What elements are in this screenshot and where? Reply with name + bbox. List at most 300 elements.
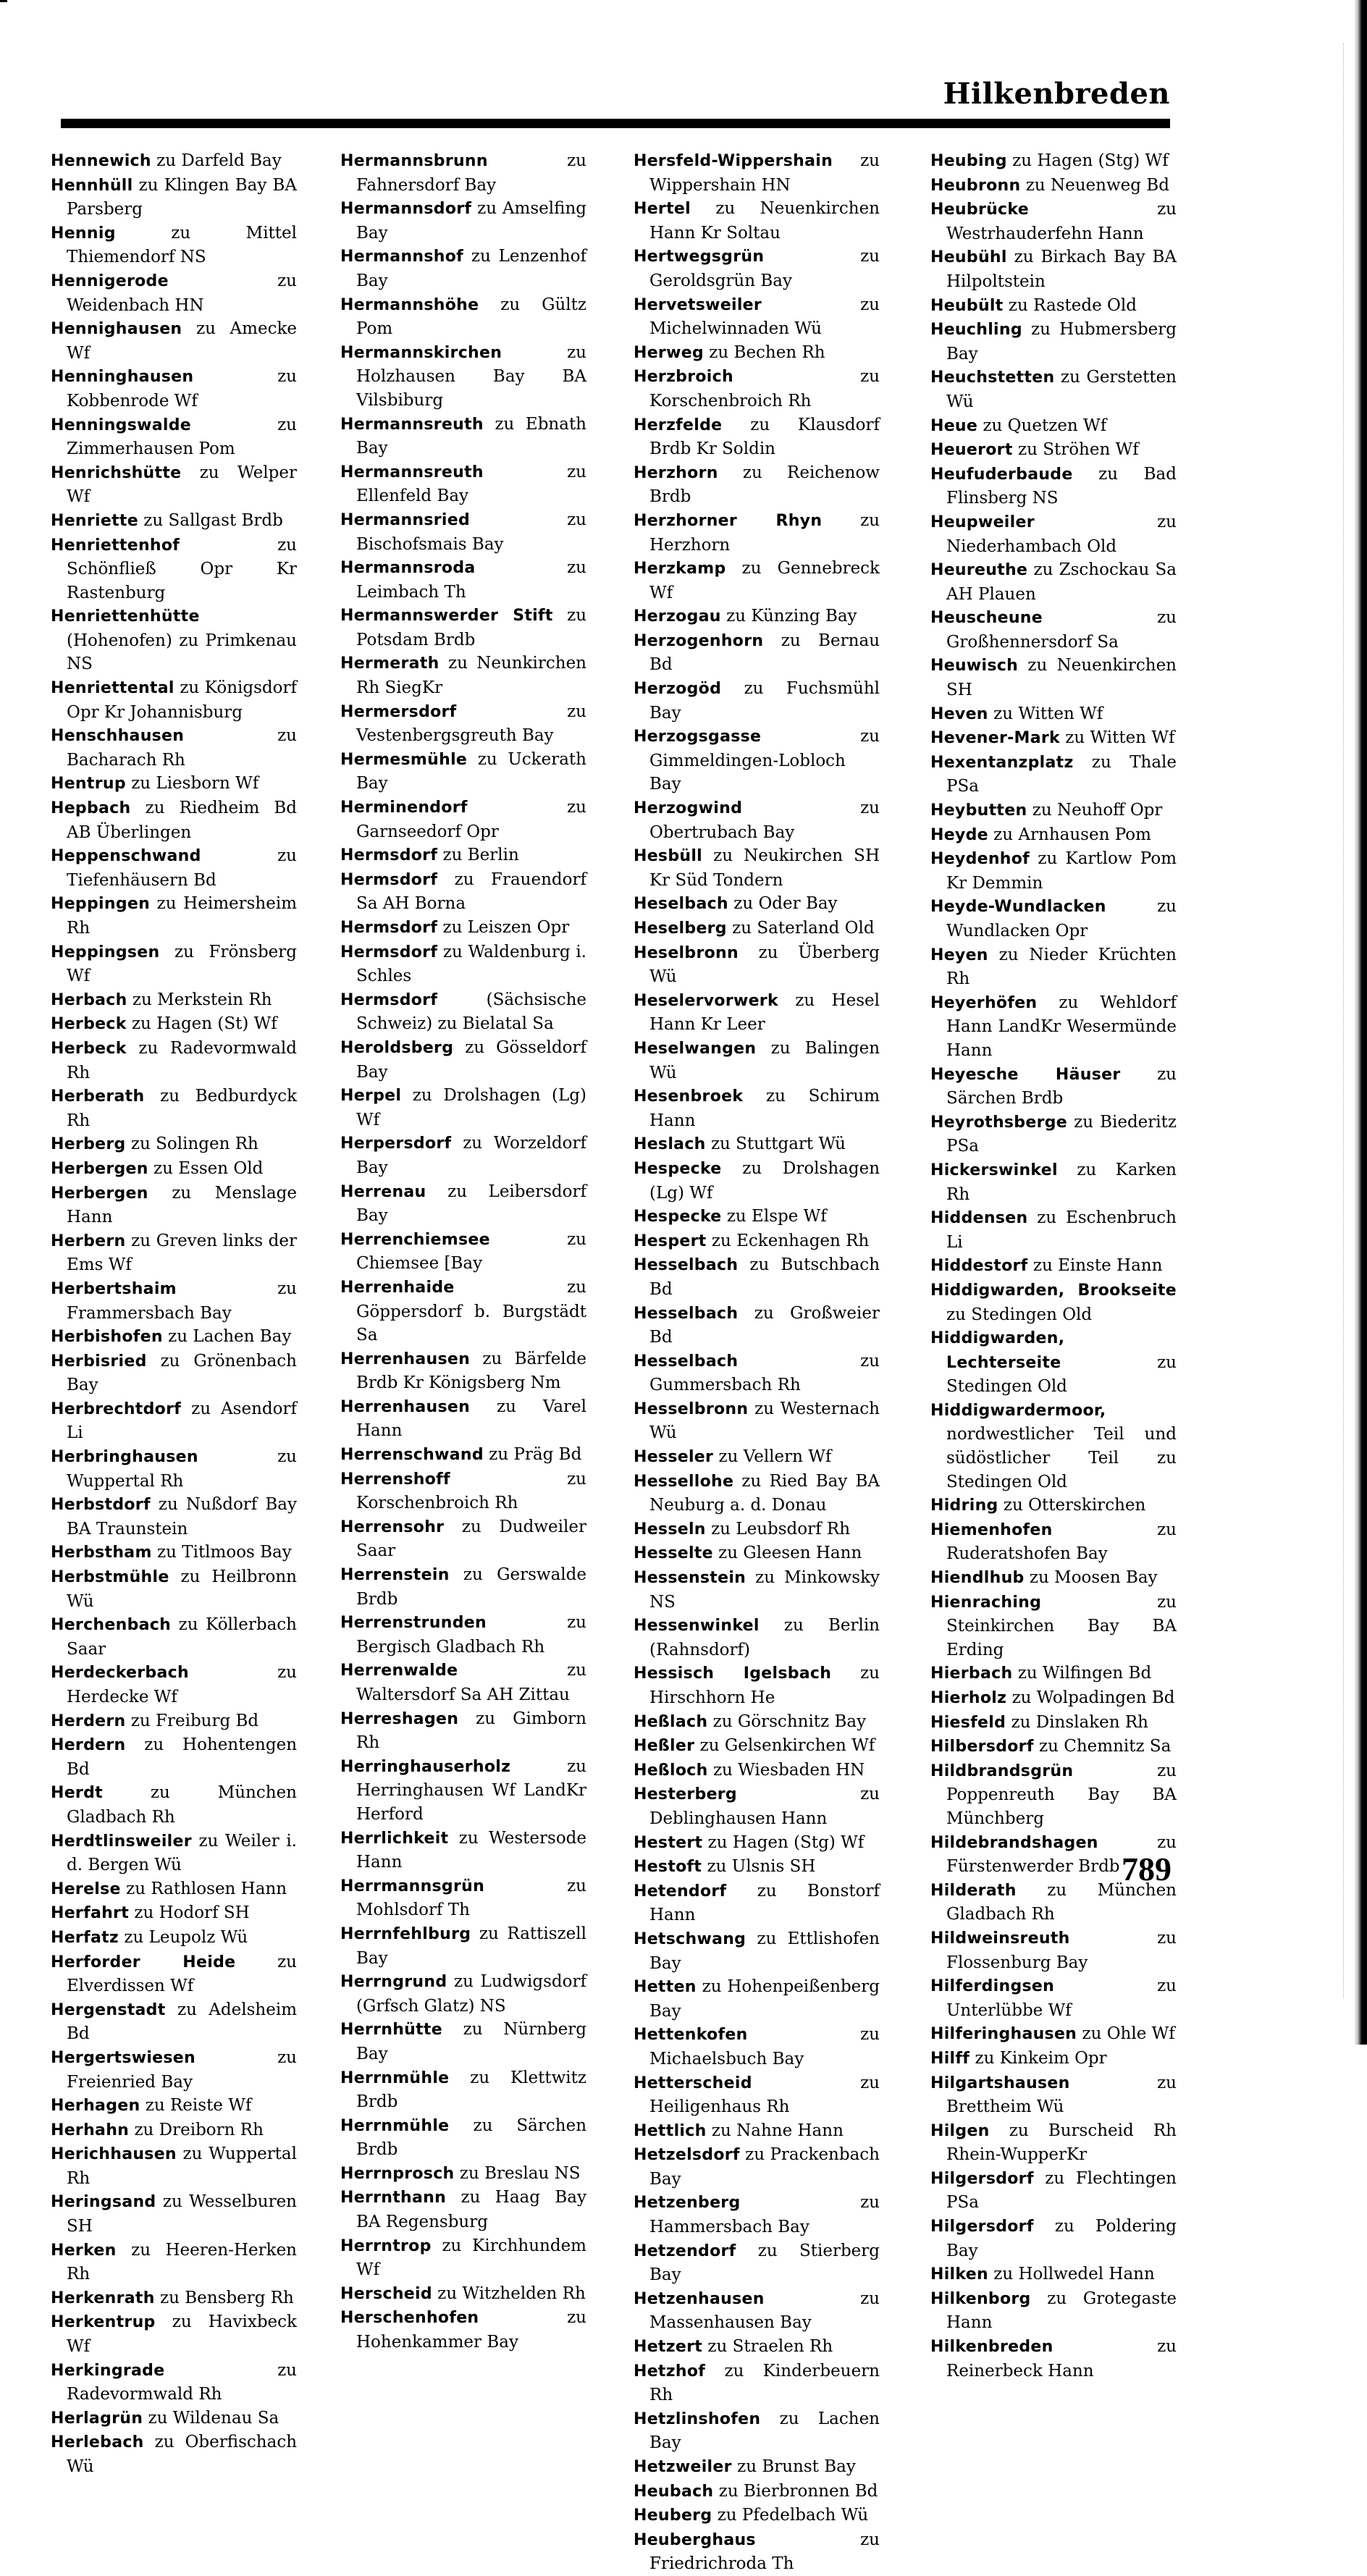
gazetteer-entry (930, 318, 1177, 366)
entry-place-name: Hetzlinshofen (634, 2409, 761, 2428)
gazetteer-entry (634, 1855, 880, 1880)
entry-location: zu Sallgast Brdb (143, 510, 283, 530)
entry-place-name: Hersfeld-Wippershain (634, 152, 833, 170)
entry-place-name: Hilgen (930, 2121, 990, 2140)
gazetteer-entry (340, 604, 586, 652)
entry-place-name: Hiddestorf (930, 1257, 1028, 1276)
entry-place-name: Hetzendorf (634, 2242, 736, 2260)
gazetteer-entry (634, 2023, 880, 2071)
entry-location: zu Neuenweg Bd (1025, 175, 1169, 195)
entry-place-name: Henninghausen (51, 368, 194, 387)
gazetteer-entry (634, 2119, 880, 2144)
entry-location: zu München Gladbach Rh (946, 1880, 1177, 1924)
gazetteer-entry (340, 341, 586, 413)
gazetteer-entry (930, 654, 1177, 702)
entry-place-name: Herzogenhorn (634, 631, 764, 650)
entry-location: zu Heilbronn Wü (67, 1567, 297, 1611)
entry-place-name: Heureuthe (930, 561, 1028, 580)
entry-location: zu Stierberg Bay (649, 2241, 880, 2285)
entry-place-name: Herzhorner Rhyn (634, 511, 823, 530)
gazetteer-entry (51, 1709, 297, 1734)
entry-location: zu Leubsdorf Rh (711, 1519, 851, 1539)
entry-location: zu Nußdorf Bay BA Traunstein (67, 1495, 298, 1539)
entry-location: zu Wildenau Sa (148, 2408, 279, 2428)
page-header (61, 72, 1170, 130)
entry-location: zu Poldering Bay (946, 2217, 1177, 2260)
gazetteer-entry (634, 605, 880, 629)
gazetteer-entry (340, 1276, 586, 1347)
gazetteer-entry (51, 1493, 297, 1541)
gazetteer-entry (634, 2360, 880, 2407)
gazetteer-entry (634, 2528, 880, 2576)
gazetteer-entry (634, 413, 880, 461)
entry-place-name: Heyen (930, 946, 988, 964)
gazetteer-entry (340, 1755, 586, 1827)
entry-place-name: Hildebrandshagen (930, 1833, 1098, 1852)
gazetteer-entry (51, 1157, 297, 1182)
gazetteer-entry (340, 700, 586, 748)
entry-location: zu Bechen Rh (709, 342, 825, 362)
gazetteer-entry (340, 652, 586, 699)
gazetteer-entry (340, 413, 586, 460)
entry-location: zu Witten Wf (993, 704, 1103, 723)
gazetteer-entry (930, 2263, 1177, 2287)
entry-place-name: Heselbronn (634, 943, 739, 962)
gazetteer-entry (340, 1827, 586, 1874)
entry-place-name: Herbisried (51, 1352, 147, 1371)
gazetteer-entry (930, 366, 1177, 413)
gazetteer-entry (634, 2335, 880, 2360)
gazetteer-entry (930, 1591, 1177, 1662)
gazetteer-entry (51, 1926, 297, 1950)
entry-location: zu Göppersdorf b. Burgstädt Sa (356, 1277, 586, 1345)
entry-location: zu Steinkirchen Bay BA Erding (946, 1592, 1177, 1659)
entry-place-name: Hessenstein (634, 1569, 746, 1588)
entry-place-name: Hexentanzplatz (930, 753, 1074, 772)
entry-place-name: Hervetsweiler (634, 295, 762, 314)
gazetteer-entry (930, 823, 1177, 848)
entry-place-name: Henningswalde (51, 416, 191, 434)
entry-location: zu Rathlosen Hann (126, 1879, 287, 1898)
entry-place-name: Heßler (634, 1737, 695, 1756)
entry-location: zu Chiemsee [Bay (356, 1229, 586, 1274)
gazetteer-entry (51, 413, 297, 461)
gazetteer-entry (51, 1830, 297, 1877)
entry-location: zu Westersode Hann (356, 1828, 586, 1872)
entry-location: zu Gültz Pom (356, 295, 586, 339)
entry-location: zu Varel Hann (356, 1397, 586, 1441)
entry-location: zu Birkach Bay BA Hilpoltstein (946, 248, 1177, 291)
entry-place-name: Hestoft (634, 1858, 702, 1877)
entry-place-name: Heslach (634, 1135, 706, 1154)
entry-location: zu Geroldsgrün Bay (649, 247, 880, 290)
entry-place-name: Heroldsberg (340, 1038, 454, 1057)
gazetteer-entry (634, 1975, 880, 2023)
entry-location: zu Wundlacken Opr (946, 897, 1177, 940)
gazetteer-entry (340, 1468, 586, 1515)
gazetteer-entry (634, 557, 880, 605)
gazetteer-entry (51, 317, 297, 365)
gazetteer-entry (634, 629, 880, 677)
entry-location: zu Witten Wf (1065, 728, 1175, 748)
entry-place-name: Herfahrt (51, 1904, 130, 1923)
gazetteer-entry (634, 245, 880, 292)
entry-location: zu Adelsheim Bd (67, 2000, 298, 2044)
entry-place-name: Herhagen (51, 2097, 140, 2116)
gazetteer-entry (634, 461, 880, 509)
gazetteer-entry (51, 1012, 297, 1037)
entry-place-name: Hierbach (930, 1664, 1013, 1683)
entry-place-name: Hermannsried (340, 510, 471, 529)
entry-location: zu Schirum Hann (649, 1087, 880, 1130)
entry-location: zu Ellenfeld Bay (356, 462, 586, 506)
entry-place-name: Hennigerode (51, 272, 169, 290)
gazetteer-entry (634, 509, 880, 557)
gazetteer-entry (51, 269, 297, 317)
entry-location: zu Neuenkirchen Hann Kr Soltau (649, 199, 880, 243)
entry-place-name: Herkentrup (51, 2313, 156, 2332)
header-rule (61, 119, 1170, 128)
entry-location: zu Freienried Bay (67, 2047, 297, 2092)
entry-location: zu Leibersdorf Bay (356, 1182, 586, 1226)
entry-location: zu Vellern Wf (718, 1447, 832, 1467)
scan-edge-noise (1343, 43, 1351, 1998)
entry-location: zu Karken Rh (946, 1160, 1177, 1204)
entry-location: zu Lenzenhof Bay (356, 247, 586, 290)
entry-place-name: Hilgersdorf (930, 2169, 1034, 2188)
gazetteer-entry (930, 1518, 1177, 1566)
entry-place-name: Herdtlinsweiler (51, 1832, 192, 1851)
entry-location: zu Hubmersberg Bay (946, 320, 1177, 363)
entry-place-name: Hettenkofen (634, 2026, 748, 2045)
entry-place-name: Herrenschwand (340, 1446, 484, 1465)
entry-place-name: Herzogöd (634, 680, 722, 699)
gazetteer-entry (930, 1326, 1177, 1399)
entry-location: zu Korschenbroich Rh (649, 367, 880, 411)
entry-location: zu Mittel Thiemendorf NS (67, 223, 297, 267)
entry-location: zu Korschenbroich Rh (356, 1469, 586, 1513)
entry-place-name: Herbach (51, 990, 127, 1009)
entry-place-name: Hermannsroda (340, 559, 476, 578)
entry-location: zu Reinerbeck Hann (946, 2337, 1177, 2381)
entry-location: zu Hammersbach Bay (649, 2193, 880, 2237)
entry-location: zu Solingen Rh (130, 1135, 258, 1154)
entry-place-name: Hermannshof (340, 248, 464, 266)
entry-location: zu Michaelsbuch Bay (649, 2025, 880, 2068)
entry-location: zu Biederitz PSa (946, 1112, 1177, 1156)
gazetteer-entry (340, 1180, 586, 1228)
gazetteer-entry (634, 2455, 880, 2480)
column-4 (930, 149, 1177, 2383)
entry-location: zu Ried Bay BA Neuburg a. d. Donau (649, 1471, 880, 1515)
gazetteer-entry (634, 892, 880, 917)
gazetteer-entry (930, 1686, 1177, 1711)
entry-place-name: Hierholz (930, 1689, 1007, 1707)
entry-place-name: Hessenwinkel (634, 1617, 760, 1636)
entry-location: zu Nürnberg Bay (356, 2020, 586, 2063)
gazetteer-entry (930, 174, 1177, 198)
gazetteer-entry (340, 868, 586, 916)
entry-location: zu Lachen Bay (168, 1327, 292, 1347)
entry-place-name: Herrenstrunden (340, 1614, 487, 1633)
gazetteer-entry (930, 463, 1177, 510)
entry-location: zu Ebnath Bay (356, 414, 586, 458)
gazetteer-entry (51, 1950, 297, 1998)
gazetteer-entry (634, 2407, 880, 2455)
entry-location: zu Kirchhundem Wf (356, 2236, 586, 2280)
entry-place-name: Hermesmühle (340, 750, 468, 769)
entry-place-name: Herbern (51, 1232, 126, 1250)
entry-location: zu Bernau Bd (649, 631, 880, 675)
gazetteer-entry (51, 1781, 297, 1829)
gazetteer-entry (634, 1566, 880, 1614)
entry-location: zu Straelen Rh (707, 2337, 833, 2357)
gazetteer-entry (51, 1397, 297, 1445)
entry-location: zu Rastede Old (1008, 295, 1137, 315)
entry-place-name: Hepbach (51, 799, 131, 818)
gazetteer-entry (51, 509, 297, 534)
entry-location: zu Waldenburg i. Schles (356, 942, 586, 986)
gazetteer-entry (51, 2190, 297, 2238)
entry-location: zu Vestenbergsgreuth Bay (356, 702, 586, 746)
entry-location: zu Holzhausen Bay BA Vilsbiburg (356, 342, 586, 410)
entry-location: zu Leimbach Th (356, 558, 586, 602)
gazetteer-entry (51, 1325, 297, 1350)
gazetteer-entry (634, 2191, 880, 2239)
gazetteer-entry (930, 1254, 1177, 1279)
gazetteer-entry (340, 796, 586, 843)
entry-place-name: Hiendlhub (930, 1569, 1025, 1588)
entry-location: zu Gummersbach Rh (649, 1351, 880, 1395)
entry-location: zu Lachen Bay (649, 2409, 880, 2453)
gazetteer-entry (634, 1445, 880, 1470)
gazetteer-entry (340, 460, 586, 508)
entry-location: zu Worzeldorf Bay (356, 1134, 586, 1177)
entry-location: zu Westernach Wü (649, 1399, 880, 1443)
gazetteer-entry (51, 1085, 297, 1132)
entry-location: zu Niederhambach Old (946, 512, 1177, 556)
gazetteer-entry (340, 1084, 586, 1132)
entry-place-name: Heselwangen (634, 1039, 757, 1058)
entry-place-name: Hickerswinkel (930, 1161, 1058, 1179)
entry-place-name: Hergenstadt (51, 2000, 166, 2019)
gazetteer-entry (930, 1158, 1177, 1206)
gazetteer-entry (634, 677, 880, 725)
gazetteer-entry (930, 943, 1177, 991)
gazetteer-entry (340, 2306, 586, 2354)
entry-location: zu Kartlow Pom Kr Demmin (946, 849, 1177, 893)
gazetteer-entry (634, 2504, 880, 2528)
entry-place-name: Hetzert (634, 2338, 703, 2357)
entry-location: (Hohenofen) zu Primkenau NS (67, 631, 297, 674)
entry-location: zu Garnseedorf Opr (356, 798, 586, 841)
entry-location: zu Fuchsmühl Bay (649, 679, 880, 723)
gazetteer-entry (634, 293, 880, 341)
entry-place-name: Hermannskirchen (340, 343, 502, 362)
entry-location: zu Wesselburen SH (67, 2192, 297, 2236)
entry-location: zu Hohentengen Bd (67, 1735, 298, 1779)
gazetteer-entry (51, 940, 297, 988)
entry-place-name: Hennhüll (51, 176, 133, 195)
entry-place-name: Henriettenhof (51, 536, 180, 555)
entry-location: zu Ruderatshofen Bay (946, 1520, 1177, 1564)
entry-location: zu Poppenreuth Bay BA Münchberg (946, 1761, 1177, 1828)
entry-place-name: Hilferinghausen (930, 2025, 1077, 2044)
entry-location: zu Riedheim Bd AB Überlingen (67, 799, 297, 842)
entry-location: zu Menslage Hann (67, 1183, 297, 1227)
gazetteer-entry (930, 1063, 1177, 1111)
entry-location: zu Butschbach Bd (649, 1255, 880, 1299)
entry-place-name: Heven (930, 704, 988, 723)
entry-location: zu Hagen (Stg) Wf (707, 1832, 865, 1852)
entry-place-name: Heyde (930, 825, 988, 844)
entry-location: zu Hohenkammer Bay (356, 2308, 586, 2352)
gazetteer-entry (634, 1157, 880, 1205)
entry-location: zu Neuhoff Opr (1032, 801, 1163, 820)
gazetteer-entry (51, 1613, 297, 1661)
gazetteer-entry (634, 2287, 880, 2335)
entry-location: zu Greven links der Ems Wf (67, 1231, 297, 1275)
entry-location: zu Klausdorf Brdb Kr Soldin (649, 415, 880, 459)
entry-location: zu Ströhen Wf (1017, 440, 1139, 460)
entry-place-name: Hildweinsreuth (930, 1929, 1070, 1948)
gazetteer-entry (930, 2287, 1177, 2335)
entry-place-name: Heselervorwerk (634, 991, 778, 1010)
entry-location: zu Hollwedel Hann (993, 2265, 1155, 2284)
gazetteer-entry (340, 1563, 586, 1611)
entry-place-name: Hesseler (634, 1448, 714, 1467)
entry-location: zu Präg Bd (489, 1445, 582, 1465)
entry-place-name: Hesterberg (634, 1785, 737, 1804)
gazetteer-entry (51, 1733, 297, 1781)
entry-place-name: Heubühl (930, 248, 1007, 267)
entry-place-name: Heyerhöfen (930, 993, 1038, 1012)
entry-place-name: Herelse (51, 1880, 121, 1898)
entry-location: zu Liesborn Wf (131, 774, 259, 794)
entry-place-name: Henschhausen (51, 727, 185, 746)
gazetteer-entry (930, 1399, 1177, 1494)
entry-location: zu Titlmoos Bay (157, 1543, 292, 1562)
gazetteer-entry (930, 198, 1177, 245)
entry-location: zu Brettheim Wü (946, 2073, 1177, 2117)
entry-place-name: Hilkenborg (930, 2289, 1031, 2308)
entry-place-name: Hermsdorf (340, 919, 438, 937)
entry-location: zu Nieder Krüchten Rh (946, 945, 1177, 989)
gazetteer-entry (51, 534, 297, 605)
entry-place-name: Herrnfehlburg (340, 1924, 471, 1943)
entry-place-name: Herzhorn (634, 463, 718, 482)
entry-place-name: Herweg (634, 343, 704, 362)
entry-location: zu Dudweiler Saar (356, 1517, 586, 1561)
gazetteer-entry (51, 2046, 297, 2094)
entry-location: zu Berlin (442, 846, 519, 865)
scan-corner-mark (0, 0, 7, 2)
gazetteer-entry (340, 988, 586, 1036)
entry-place-name: Herrmannsgrün (340, 1877, 485, 1895)
gazetteer-entry (51, 1182, 297, 1229)
entry-location: zu Arnhausen Pom (993, 825, 1151, 844)
entry-location: zu Ohle Wf (1082, 2024, 1175, 2044)
entry-location: zu München Gladbach Rh (67, 1783, 297, 1827)
entry-location: zu Wuppertal Rh (67, 2144, 297, 2188)
entry-place-name: Hertel (634, 200, 691, 219)
entry-place-name: Hetzhof (634, 2362, 706, 2381)
entry-location: zu Breslau NS (459, 2163, 581, 2183)
entry-place-name: Heppenschwand (51, 847, 201, 866)
gazetteer-entry (340, 1228, 586, 1276)
gazetteer-entry (340, 556, 586, 604)
entry-place-name: Hergertswiesen (51, 2048, 195, 2067)
entry-place-name: Hetten (634, 1978, 697, 1997)
entry-place-name: Herbergen (51, 1159, 148, 1178)
gazetteer-entry (51, 1445, 297, 1493)
entry-location: zu Großweier Bd (649, 1303, 880, 1347)
entry-location: zu Quetzen Wf (983, 416, 1107, 435)
entry-location: zu Stuttgart Wü (710, 1135, 846, 1154)
entry-place-name: Herdern (51, 1712, 126, 1730)
gazetteer-entry (634, 796, 880, 844)
entry-place-name: Herken (51, 2241, 117, 2260)
gazetteer-entry (340, 1874, 586, 1922)
gazetteer-entry (930, 2047, 1177, 2071)
gazetteer-entry (340, 2114, 586, 2162)
entry-location: zu Flechtingen PSa (946, 2168, 1177, 2213)
entry-place-name: Hennighausen (51, 320, 182, 339)
gazetteer-entry (930, 606, 1177, 654)
gazetteer-entry (930, 1711, 1177, 1735)
entry-location: zu Gleesen Hann (718, 1544, 862, 1563)
gazetteer-entry (340, 293, 586, 341)
gazetteer-entry (51, 2239, 297, 2286)
gazetteer-entry (634, 1253, 880, 1301)
entry-place-name: Herdern (51, 1736, 126, 1755)
entry-place-name: Herrenhausen (340, 1397, 471, 1416)
entry-place-name: Hermsdorf (340, 846, 438, 865)
gazetteer-entry (340, 245, 586, 292)
gazetteer-entry (340, 843, 586, 868)
entry-location: zu Wippershain HN (649, 151, 880, 195)
gazetteer-entry (634, 1614, 880, 1662)
entry-place-name: Heringsand (51, 2193, 156, 2212)
entry-place-name: Herdeckerbach (51, 1664, 189, 1683)
entry-location: zu Elverdissen Wf (67, 1952, 297, 1996)
entry-location: zu Eschenbruch Li (946, 1208, 1177, 1252)
entry-place-name: Heubronn (930, 176, 1021, 195)
entry-location: zu Klettwitz Brdb (356, 2068, 586, 2112)
gazetteer-entry (51, 2407, 297, 2431)
entry-location: zu Darfeld Bay (156, 151, 282, 170)
entry-place-name: Hesselbronn (634, 1399, 749, 1418)
entry-location: nordwestlicher Teil und südöstlicher Teil zu Stedingen Old (946, 1425, 1177, 1491)
entry-place-name: Herkenrath (51, 2289, 155, 2307)
entry-location: zu Ulsnis SH (707, 1857, 816, 1877)
entry-place-name: Herrenwalde (340, 1662, 458, 1680)
entry-location: zu Tiefenhäusern Bd (67, 846, 297, 890)
entry-place-name: Herberg (51, 1135, 126, 1154)
gazetteer-entry (51, 1132, 297, 1157)
gazetteer-entry (930, 895, 1177, 943)
entry-place-name: Herbergen (51, 1184, 148, 1203)
gazetteer-entry (340, 1395, 586, 1443)
entry-place-name: Herrensohr (340, 1518, 445, 1536)
entry-place-name: Herbertshaim (51, 1279, 177, 1298)
entry-place-name: Heuerort (930, 441, 1013, 460)
entry-location: zu Westrhauderfehn Hann (946, 200, 1177, 243)
gazetteer-entry (51, 365, 297, 413)
gazetteer-entry (51, 2118, 297, 2143)
entry-location: zu Bärfelde Brdb Kr Königsberg Nm (356, 1349, 586, 1393)
entry-place-name: Hespert (634, 1232, 707, 1250)
